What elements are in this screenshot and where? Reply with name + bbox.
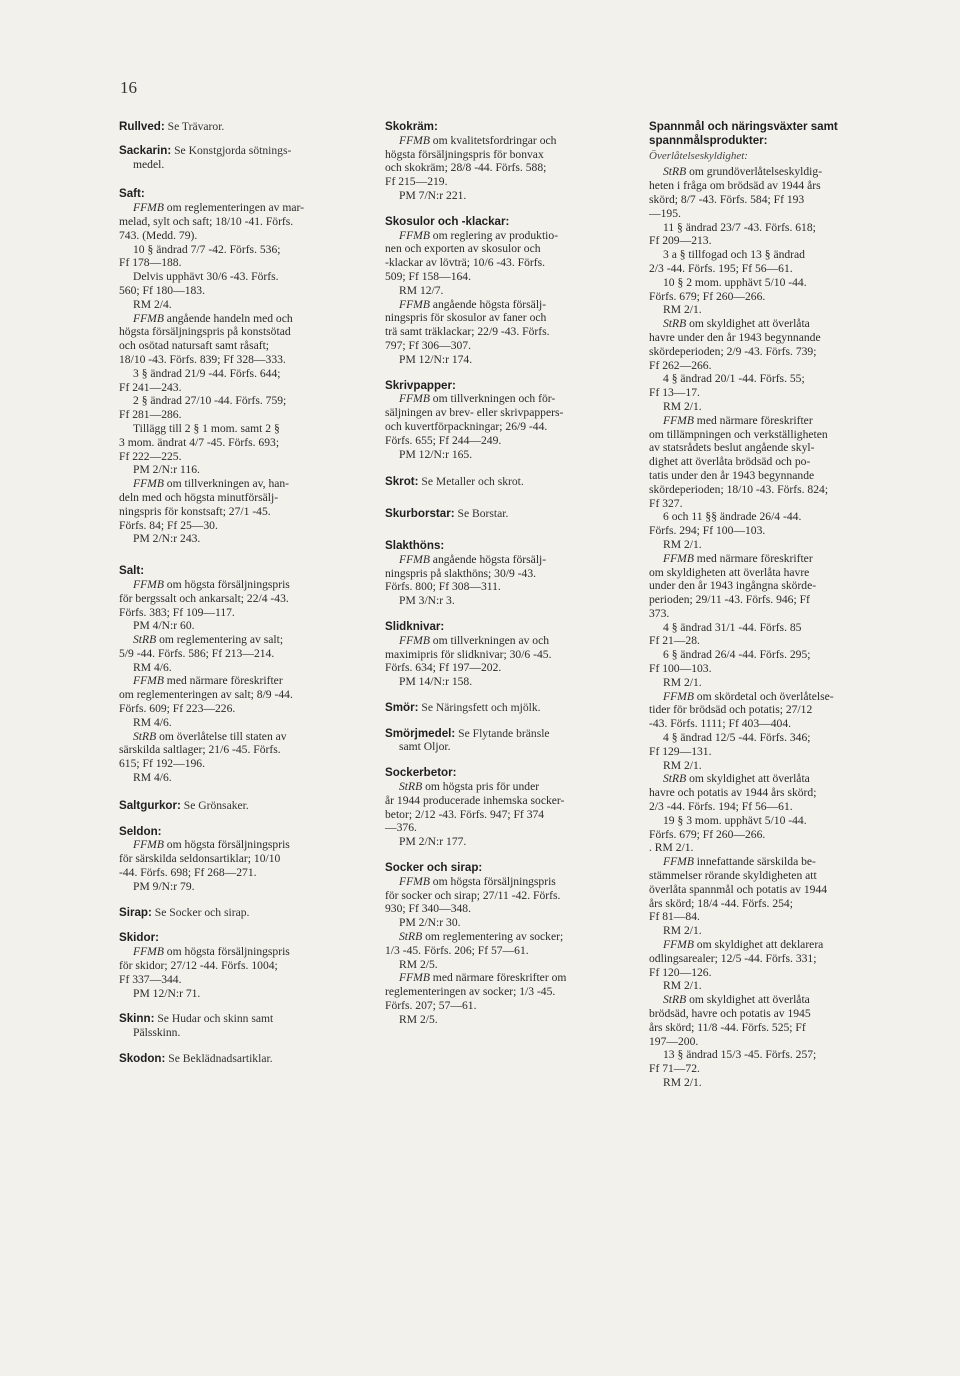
entry-line: Ff 262—266. xyxy=(649,358,712,372)
entry-line: 1/3 -45. Förfs. 206; Ff 57—61. xyxy=(385,943,529,957)
entry-line: 10 § ändrad 7/7 -42. Förfs. 536; xyxy=(133,242,281,256)
entry-head xyxy=(119,825,365,839)
entry-line: FFMB om tillverkningen av och xyxy=(399,633,550,647)
entry-line: PM 12/N:r 174. xyxy=(399,352,473,366)
entry-line: FFMB angående högsta försälj- xyxy=(399,297,547,311)
entry-headword: Smör: xyxy=(385,700,419,714)
entry-line: havre och potatis av 1944 års skörd; xyxy=(649,786,817,800)
entry-line: PM 3/N:r 3. xyxy=(399,594,455,608)
entry-reference: Se Flytande bränsle xyxy=(455,726,550,740)
entry-headword: Skrot: xyxy=(385,475,419,489)
entry-line: Förfs. 655; Ff 244—249. xyxy=(385,433,502,447)
entry-line: 373. xyxy=(649,606,670,620)
entry-line: FFMB om högsta försäljningspris xyxy=(133,945,290,959)
entry-line: RM 2/1. xyxy=(663,537,702,551)
entry-line: Förfs. 679; Ff 260—266. xyxy=(649,827,766,841)
index-entry xyxy=(119,906,365,920)
entry-line: särskilda saltlager; 21/6 -45. Förfs. xyxy=(119,743,281,757)
entry-line: ningspris för konstsaft; 27/1 -45. xyxy=(119,504,271,518)
entry-line: 3 § ändrad 21/9 -44. Förfs. 644; xyxy=(133,366,281,380)
entry-line: års skörd; 18/4 -44. Förfs. 254; xyxy=(649,896,793,910)
index-entry xyxy=(385,120,630,203)
entry-line: StRB om reglementering av socker; xyxy=(399,930,564,944)
index-entry xyxy=(119,187,365,546)
entry-line: Förfs. 383; Ff 109—117. xyxy=(119,605,235,619)
entry-line: Förfs. 679; Ff 260—266. xyxy=(649,289,766,303)
entry-line: 18/10 -43. Förfs. 839; Ff 328—333. xyxy=(119,352,286,366)
entry-line: om tillämpningen och verkställigheten xyxy=(649,427,828,441)
entry-line: —195. xyxy=(649,206,681,220)
index-entry xyxy=(119,1012,365,1040)
entry-headword: Socker och sirap: xyxy=(385,861,483,875)
entry-line: för bergssalt och ankarsalt; 22/4 -43. xyxy=(119,591,289,605)
index-entry xyxy=(385,507,630,521)
index-entry xyxy=(119,1052,365,1066)
entry-line: StRB om högsta pris för under xyxy=(399,780,540,794)
entry-line: Ff 337—344. xyxy=(119,972,182,986)
entry-line: perioden; 29/11 -43. Förfs. 946; Ff xyxy=(649,593,810,607)
entry-line: FFMB om tillverkningen av, han- xyxy=(133,477,290,491)
entry-line: Delvis upphävt 30/6 -43. Förfs. xyxy=(133,270,279,284)
entry-line: RM 12/7. xyxy=(399,283,444,297)
entry-line: FFMB om reglering av produktio- xyxy=(399,228,559,242)
entry-line: av statsrådets beslut angående skyl- xyxy=(649,441,815,455)
entry-line: FFMB om kvalitetsfordringar och xyxy=(399,133,557,147)
entry-line: 743. (Medd. 79). xyxy=(119,228,198,242)
entry-headword: Rullved: xyxy=(119,120,165,133)
entry-line: ningspris för skosulor av faner och xyxy=(385,311,547,325)
index-entry xyxy=(119,799,365,813)
entry-line: överlåta spannmål och potatis av 1944 xyxy=(649,882,828,896)
entry-line: trä samt träklackar; 22/9 -43. Förfs. xyxy=(385,325,550,339)
entry-line: StRB om överlåtelse till staten av xyxy=(133,729,287,743)
entry-line: RM 2/1. xyxy=(663,924,702,938)
entry-line: FFMB angående handeln med och xyxy=(133,311,293,325)
entry-line: Förfs. 207; 57—61. xyxy=(385,999,477,1013)
entry-line: 560; Ff 180—183. xyxy=(119,283,205,297)
entry-line: 3 a § tillfogad och 13 § ändrad xyxy=(663,248,805,262)
entry-line: FFMB med närmare föreskrifter om xyxy=(399,971,567,985)
entry-subheading: Överlåtelseskyldighet: xyxy=(649,149,748,162)
entry-reference: Se Trävaror. xyxy=(164,120,225,133)
entry-headword: Seldon: xyxy=(119,824,162,838)
index-entry xyxy=(385,475,630,489)
entry-reference: Se Socker och sirap. xyxy=(151,905,250,919)
entry-line: 2 § ändrad 27/10 -44. Förfs. 759; xyxy=(133,394,287,408)
entry-line: skördeperioden; 2/9 -43. Förfs. 739; xyxy=(649,344,817,358)
entry-line: 4 § ändrad 20/1 -44. Förfs. 55; xyxy=(663,372,805,386)
index-entry xyxy=(649,120,897,1090)
index-entry xyxy=(385,379,630,462)
entry-head xyxy=(119,799,365,813)
entry-line: RM 2/1. xyxy=(663,303,702,317)
entry-line: Ff 21—28. xyxy=(649,634,700,648)
entry-line: stämmelser rörande skyldigheten att xyxy=(649,869,817,883)
entry-line: skördeperioden; 18/10 -43. Förfs. 824; xyxy=(649,482,829,496)
entry-head xyxy=(385,215,630,229)
entry-line: FFMB angående högsta försälj- xyxy=(399,552,547,566)
entry-headword: Saft: xyxy=(119,187,145,201)
column-2 xyxy=(385,120,630,1027)
entry-line: Förfs. 800; Ff 308—311. xyxy=(385,580,501,594)
entry-line: PM 9/N:r 79. xyxy=(133,879,195,893)
entry-line: 3 mom. ändrat 4/7 -45. Förfs. 693; xyxy=(119,435,280,449)
entry-head xyxy=(385,766,630,780)
entry-head xyxy=(385,475,630,489)
entry-line: skörd; 8/7 -43. Förfs. 584; Ff 193 xyxy=(649,192,805,206)
entry-line: PM 2/N:r 177. xyxy=(399,835,467,849)
entry-line: tider för brödsäd och potatis; 27/12 xyxy=(649,703,813,717)
entry-line: PM 4/N:r 60. xyxy=(133,619,195,633)
entry-line: Ff 178—188. xyxy=(119,256,182,270)
entry-line: högsta försäljningspris på konstsötad xyxy=(119,325,291,339)
entry-line: Ff 71—72. xyxy=(649,1062,700,1076)
entry-head xyxy=(385,539,630,553)
entry-line: 13 § ändrad 15/3 -45. Förfs. 257; xyxy=(663,1048,817,1062)
entry-headword: Smörjmedel: xyxy=(385,726,456,740)
entry-line: för särskilda seldonsartiklar; 10/10 xyxy=(119,852,281,866)
entry-headword: Slidknivar: xyxy=(385,619,445,633)
entry-line: reglementeringen av socker; 1/3 -45. xyxy=(385,985,556,999)
entry-line: FFMB om högsta försäljningspris xyxy=(133,838,290,852)
entry-line: och kuvertförpackningar; 26/9 -44. xyxy=(385,419,548,433)
entry-head xyxy=(385,507,630,521)
entry-line: Ff 222—225. xyxy=(119,449,182,463)
entry-line: säljningen av brev- eller skrivpappers- xyxy=(385,406,564,420)
entry-reference: Se Metaller och skrot. xyxy=(418,475,524,489)
entry-line: Ff 241—243. xyxy=(119,380,182,394)
entry-line: StRB om grundöverlåtelseskyldig- xyxy=(663,165,823,179)
entry-line: Pälsskinn. xyxy=(133,1026,181,1040)
entry-line: odlingsarealer; 12/5 -44. Förfs. 331; xyxy=(649,951,817,965)
entry-headword: Skokräm: xyxy=(385,120,438,133)
entry-headword: Skrivpapper: xyxy=(385,378,456,392)
index-entry xyxy=(119,825,365,894)
entry-reference: Se Borstar. xyxy=(454,507,509,521)
entry-line: RM 2/1. xyxy=(663,979,702,993)
entry-head xyxy=(119,1052,365,1066)
entry-line: -klackar av lövträ; 10/6 -43. Förfs. xyxy=(385,256,546,270)
entry-line: Förfs. 609; Ff 223—226. xyxy=(119,702,236,716)
entry-line: Ff 13—17. xyxy=(649,386,700,400)
entry-head xyxy=(119,564,365,578)
entry-head xyxy=(385,701,630,715)
entry-line: FFMB om högsta försäljningspris xyxy=(133,577,290,591)
entry-reference: Se Grönsaker. xyxy=(180,798,249,812)
entry-headword: Spannmål och näringsväxter samt xyxy=(649,120,838,133)
entry-line: FFMB med närmare föreskrifter xyxy=(133,674,283,688)
entry-headword-continued: spannmålsprodukter: xyxy=(649,133,768,147)
entry-reference: Se Beklädnadsartiklar. xyxy=(165,1052,273,1066)
entry-line: . RM 2/1. xyxy=(649,841,694,855)
entry-line: Ff 281—286. xyxy=(119,408,182,422)
index-entry xyxy=(119,120,365,134)
entry-headword: Skidor: xyxy=(119,931,159,945)
entry-line: 19 § 3 mom. upphävt 5/10 -44. xyxy=(663,813,807,827)
entry-line: deln med och högsta minutförsälj- xyxy=(119,490,279,504)
entry-line: betor; 2/12 -43. Förfs. 947; Ff 374 xyxy=(385,807,545,821)
column-1 xyxy=(119,120,365,1066)
entry-line: StRB om skyldighet att överlåta xyxy=(663,993,810,1007)
entry-headword: Sackarin: xyxy=(119,143,172,157)
entry-line: för socker och sirap; 27/11 -42. Förfs. xyxy=(385,888,561,902)
entry-head xyxy=(119,144,365,158)
entry-line: samt Oljor. xyxy=(399,740,451,754)
entry-line: 6 och 11 §§ ändrade 26/4 -44. xyxy=(663,510,802,524)
entry-headword: Sockerbetor: xyxy=(385,766,457,780)
entry-line: Tillägg till 2 § 1 mom. samt 2 § xyxy=(133,421,280,435)
entry-line: FFMB om högsta försäljningspris xyxy=(399,874,556,888)
entry-line: RM 4/6. xyxy=(133,771,172,785)
index-entry xyxy=(385,620,630,689)
entry-line: FFMB innefattande särskilda be- xyxy=(663,855,816,869)
entry-line: 5/9 -44. Förfs. 586; Ff 213—214. xyxy=(119,646,275,660)
entry-line: medel. xyxy=(133,157,165,171)
entry-reference: Se Konstgjorda sötnings- xyxy=(171,143,292,157)
entry-line: 930; Ff 340—348. xyxy=(385,902,471,916)
entry-line: RM 2/5. xyxy=(399,1012,438,1026)
entry-line: FFMB med närmare föreskrifter xyxy=(663,413,813,427)
entry-line: Förfs. 294; Ff 100—103. xyxy=(649,524,766,538)
entry-line: -43. Förfs. 1111; Ff 403—404. xyxy=(649,717,792,731)
entry-line: 509; Ff 158—164. xyxy=(385,269,471,283)
entry-line: års skörd; 11/8 -44. Förfs. 525; Ff xyxy=(649,1020,806,1034)
entry-line: 2/3 -44. Förfs. 195; Ff 56—61. xyxy=(649,261,793,275)
index-entry xyxy=(119,931,365,1000)
page-number: 16 xyxy=(120,78,137,97)
entry-headword: Skurborstar: xyxy=(385,507,455,521)
entry-headword: Skodon: xyxy=(119,1052,166,1066)
entry-head xyxy=(385,727,630,741)
entry-headword: Slakthöns: xyxy=(385,538,445,552)
entry-line: —376. xyxy=(385,821,417,835)
entry-line: ningspris på slakthöns; 30/9 -43. xyxy=(385,566,537,580)
entry-line: PM 7/N:r 221. xyxy=(399,188,467,202)
index-entry xyxy=(385,701,630,715)
entry-line: FFMB om tillverkningen och för- xyxy=(399,392,556,406)
entry-line: maximipris för slidknivar; 30/6 -45. xyxy=(385,647,552,661)
entry-line: 197—200. xyxy=(649,1034,699,1048)
entry-line: PM 12/N:r 165. xyxy=(399,447,473,461)
entry-line: Ff 327. xyxy=(649,496,683,510)
entry-line: StRB om skyldighet att överlåta xyxy=(663,772,810,786)
entry-line: 11 § ändrad 23/7 -43. Förfs. 618; xyxy=(663,220,816,234)
entry-head xyxy=(385,861,630,875)
index-entry xyxy=(385,215,630,367)
entry-line: dighet att överlåta brödsäd och po- xyxy=(649,455,811,469)
entry-line: 10 § 2 mom. upphävt 5/10 -44. xyxy=(663,275,807,289)
entry-line: högsta försäljningspris för bonvax xyxy=(385,147,544,161)
entry-line: RM 2/5. xyxy=(399,957,438,971)
entry-headword: Salt: xyxy=(119,564,145,578)
column-3 xyxy=(649,120,897,1090)
entry-line: nen och exporten av skosulor och xyxy=(385,242,541,256)
entry-head xyxy=(385,379,630,393)
entry-line: Förfs. 84; Ff 25—30. xyxy=(119,518,218,532)
entry-line: RM 4/6. xyxy=(133,715,172,729)
entry-line: StRB om skyldighet att överlåta xyxy=(663,317,810,331)
entry-line: RM 2/1. xyxy=(663,758,702,772)
entry-line: PM 14/N:r 158. xyxy=(399,675,473,689)
entry-head xyxy=(119,1012,365,1026)
entry-line: Ff 129—131. xyxy=(649,744,712,758)
entry-line: för skidor; 27/12 -44. Förfs. 1004; xyxy=(119,959,278,973)
entry-reference: Se Näringsfett och mjölk. xyxy=(418,700,541,714)
index-entry xyxy=(385,861,630,1027)
entry-line: Ff 120—126. xyxy=(649,965,712,979)
entry-line: om skyldigheten att överlåta havre xyxy=(649,565,810,579)
entry-head xyxy=(649,120,897,134)
entry-line: år 1944 producerade inhemska socker- xyxy=(385,793,565,807)
entry-head xyxy=(385,620,630,634)
entry-reference: Se Hudar och skinn samt xyxy=(154,1012,274,1026)
entry-line: RM 2/1. xyxy=(663,675,702,689)
index-entry xyxy=(385,727,630,755)
entry-line: FFMB med närmare föreskrifter xyxy=(663,551,813,565)
entry-line: havre under den år 1943 begynnande xyxy=(649,330,821,344)
entry-head xyxy=(385,120,630,134)
entry-headword: Skosulor och -klackar: xyxy=(385,214,510,228)
index-entry xyxy=(385,539,630,608)
entry-line: heten i fråga om brödsäd av 1944 års xyxy=(649,179,821,193)
entry-line: 2/3 -44. Förfs. 194; Ff 56—61. xyxy=(649,800,793,814)
entry-line: melad, sylt och saft; 18/10 -41. Förfs. xyxy=(119,214,294,228)
entry-line: Ff 81—84. xyxy=(649,910,700,924)
entry-line: PM 2/N:r 30. xyxy=(399,916,461,930)
entry-line: Ff 100—103. xyxy=(649,662,712,676)
entry-head xyxy=(119,906,365,920)
entry-line: 615; Ff 192—196. xyxy=(119,757,205,771)
entry-line: RM 2/4. xyxy=(133,297,172,311)
entry-line: 797; Ff 306—307. xyxy=(385,338,471,352)
entry-headword: Saltgurkor: xyxy=(119,798,181,812)
entry-headword: Skinn: xyxy=(119,1012,155,1026)
entry-line: och skokräm; 28/8 -44. Förfs. 588; xyxy=(385,161,547,175)
entry-line: och osötad natursaft samt råsaft; xyxy=(119,339,270,353)
entry-line: under den år 1943 ingångna skörde- xyxy=(649,579,817,593)
entry-headword: Sirap: xyxy=(119,905,152,919)
entry-line: RM 2/1. xyxy=(663,399,702,413)
entry-line: 4 § ändrad 12/5 -44. Förfs. 346; xyxy=(663,731,811,745)
entry-line: RM 2/1. xyxy=(663,1075,702,1089)
entry-line: PM 2/N:r 243. xyxy=(133,532,201,546)
entry-line: FFMB om skördetal och överlåtelse- xyxy=(663,689,834,703)
entry-line: PM 2/N:r 116. xyxy=(133,463,200,477)
entry-line: RM 4/6. xyxy=(133,660,172,674)
entry-line: tatis under den år 1943 begynnande xyxy=(649,468,815,482)
entry-line: om reglementeringen av salt; 8/9 -44. xyxy=(119,688,293,702)
entry-line: Ff 209—213. xyxy=(649,234,712,248)
entry-head xyxy=(119,931,365,945)
entry-line: PM 12/N:r 71. xyxy=(133,986,201,1000)
entry-line: -44. Förfs. 698; Ff 268—271. xyxy=(119,866,257,880)
entry-line: FFMB om reglementeringen av mar- xyxy=(133,201,305,215)
entry-line: 4 § ändrad 31/1 -44. Förfs. 85 xyxy=(663,620,802,634)
entry-line: brödsäd, havre och potatis av 1945 xyxy=(649,1007,811,1020)
index-entry xyxy=(119,144,365,172)
entry-line: 6 § ändrad 26/4 -44. Förfs. 295; xyxy=(663,648,811,662)
entry-line: FFMB om skyldighet att deklarera xyxy=(663,938,824,952)
entry-line: Ff 215—219. xyxy=(385,175,448,189)
entry-line: StRB om reglementering av salt; xyxy=(133,633,284,647)
index-entry xyxy=(119,564,365,785)
index-entry xyxy=(385,766,630,849)
entry-head xyxy=(119,120,365,134)
entry-head xyxy=(119,187,365,201)
entry-line: Förfs. 634; Ff 197—202. xyxy=(385,661,502,675)
